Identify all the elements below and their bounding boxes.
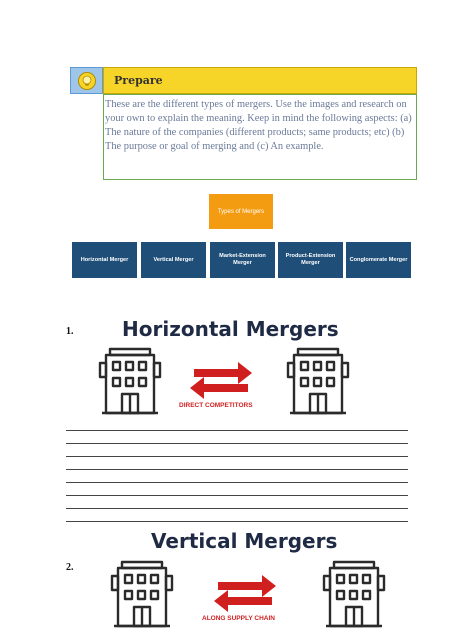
answer-line: [66, 482, 408, 483]
conglomerate-merger-box: Conglomerate Merger: [346, 242, 411, 278]
exchange-arrows-icon: [212, 573, 278, 613]
prepare-title: Prepare: [103, 67, 417, 94]
section-number: 2.: [66, 562, 74, 573]
arrows-caption: DIRECT COMPETITORS: [179, 402, 253, 409]
building-icon: [98, 347, 162, 415]
prepare-instructions: These are the different types of mergers. Use the images and research on your own to explain the meaning. Keep in mind the following aspects: (a) The nature of the companies (different products; same products; etc) (b) The purpose or goal of merging and (c) An example.: [103, 94, 417, 180]
answer-line: [66, 495, 408, 496]
section-title-vertical: Vertical Mergers: [151, 529, 338, 553]
building-icon: [322, 560, 386, 628]
lightbulb-head-icon: [77, 71, 97, 91]
answer-line: [66, 456, 408, 457]
answer-line: [66, 430, 408, 431]
vertical-merger-box: Vertical Merger: [141, 242, 206, 278]
answer-line: [66, 469, 408, 470]
market-extension-merger-box: Market-Extension Merger: [210, 242, 275, 278]
section-title-horizontal: Horizontal Mergers: [122, 317, 339, 341]
answer-line: [66, 508, 408, 509]
building-icon: [110, 560, 174, 628]
answer-line: [66, 521, 408, 522]
horizontal-merger-box: Horizontal Merger: [72, 242, 137, 278]
product-extension-merger-box: Product-Extension Merger: [278, 242, 343, 278]
types-of-mergers-box: Types of Mergers: [209, 194, 273, 229]
answer-line: [66, 443, 408, 444]
exchange-arrows-icon: [188, 360, 254, 400]
building-icon: [286, 347, 350, 415]
section-number: 1.: [66, 326, 74, 337]
arrows-caption: ALONG SUPPLY CHAIN: [202, 615, 275, 622]
prepare-icon-cell: [70, 67, 103, 94]
